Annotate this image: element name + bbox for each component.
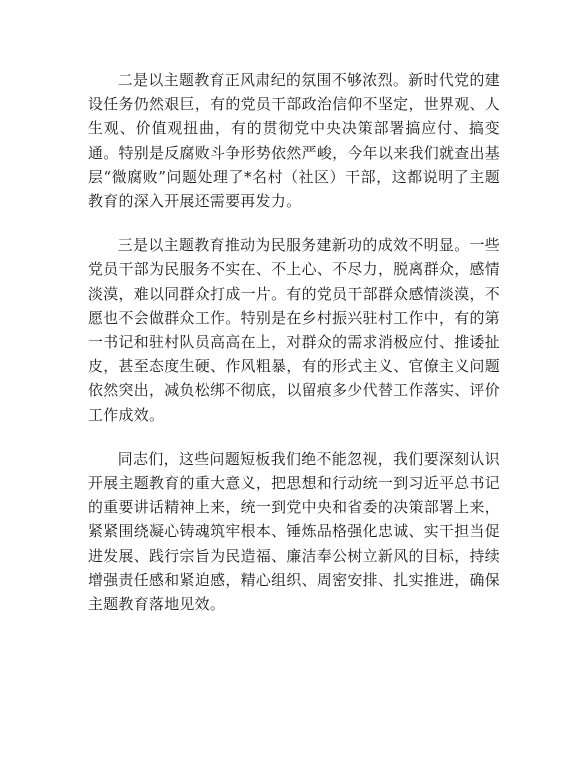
- document-body: [88, 68, 500, 636]
- paragraph-closing-call: 同志们，这些问题短板我们绝不能忽视，我们要深刻认识开展主题教育的重大意义，把思想和行动统一到习近平总书记的重要讲话精神上来，统一到党中央和省委的决策部署上来，紧紧围绕凝心铸魂筑牢根本、锤炼品格强化忠诚、实干担当促进发展、践行宗旨为民造福、廉洁奉公树立新风的目标，持续增强责任感和紧迫感，精心组织、周密安排、扎实推进，确保主题教育落地见效。: [88, 449, 500, 614]
- paragraph-zheng-feng-su-ji: 二是以主题教育正风肃纪的氛围不够浓烈。新时代党的建设任务仍然艰巨，有的党员干部政治信仰不坚定，世界观、人生观、价值观扭曲，有的贯彻党中央决策部署搞应付、搞变通。特别是反腐败斗争形势依然严峻，今年以来我们就查出基层“微腐败”问题处理了*名村（社区）干部，这都说明了主题教育的深入开展还需要再发力。: [88, 71, 500, 211]
- paragraph-wei-min-fu-wu: 三是以主题教育推动为民服务建新功的成效不明显。一些党员干部为民服务不实在、不上心、不尽力，脱离群众，感情淡漠，难以同群众打成一片。有的党员干部群众感情淡漠，不愿也不会做群众工作。特别是在乡村振兴驻村工作中，有的第一书记和驻村队员高高在上，对群众的需求消极应付、推诿扯皮，甚至态度生硬、作风粗暴，有的形式主义、官僚主义问题依然突出，减负松绑不彻底，以留痕多少代替工作落实、评价工作成效。: [88, 236, 500, 424]
